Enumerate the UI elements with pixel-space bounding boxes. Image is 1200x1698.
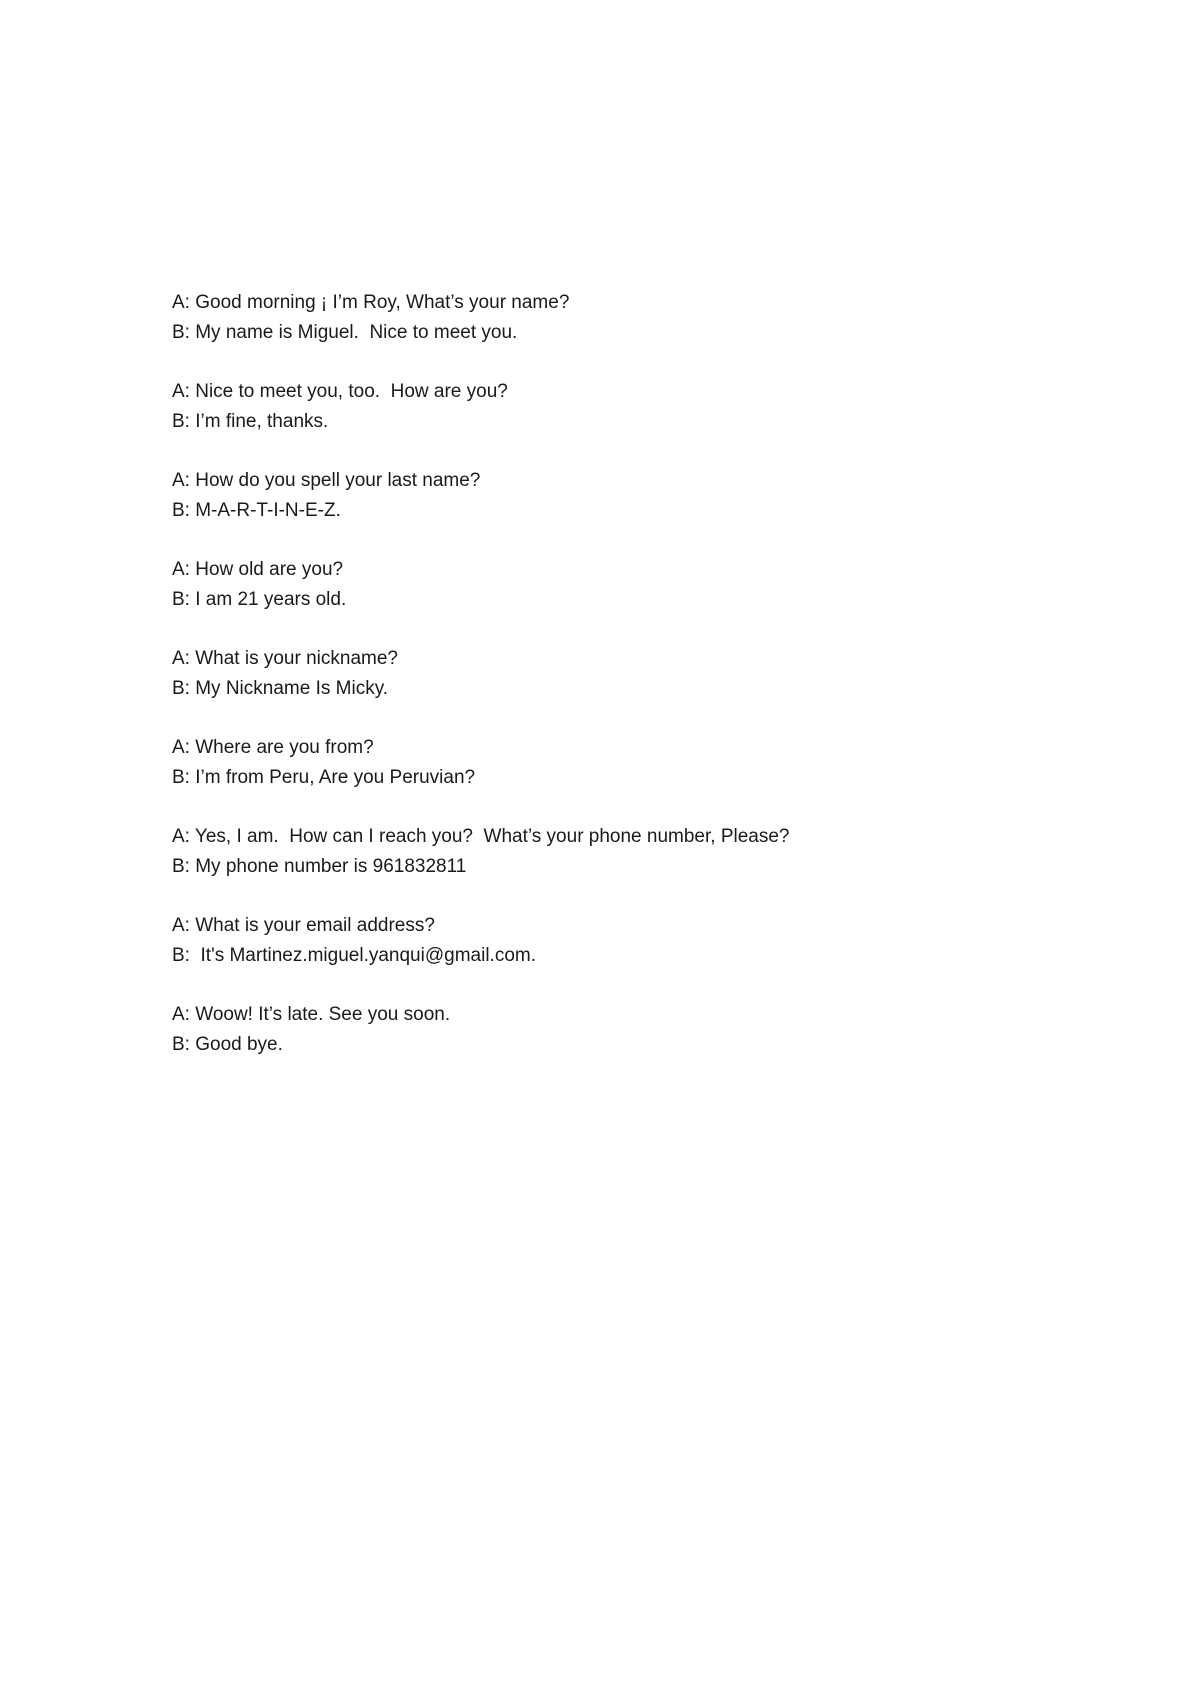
exchange-how-are-you bbox=[172, 377, 1132, 436]
speaker-b-line: B: I’m fine, thanks. bbox=[172, 410, 329, 432]
speaker-a-line: A: What is your nickname? bbox=[172, 648, 398, 669]
speaker-a-line: A: Yes, I am. How can I reach you? What’s your phone number, Please? bbox=[172, 826, 790, 847]
exchange-greeting bbox=[172, 288, 1132, 347]
speaker-b-line: B: It's Martinez.miguel.yanqui@gmail.com. bbox=[172, 944, 536, 966]
dialogue bbox=[172, 288, 1132, 1089]
speaker-b-line: B: M-A-R-T-I-N-E-Z. bbox=[172, 499, 341, 521]
speaker-a-line: A: How do you spell your last name? bbox=[172, 470, 481, 491]
exchange-origin bbox=[172, 733, 1132, 792]
speaker-a-line: A: Good morning ¡ I’m Roy, What’s your name? bbox=[172, 292, 570, 313]
exchange-email bbox=[172, 911, 1132, 970]
speaker-a-line: A: Woow! It’s late. See you soon. bbox=[172, 1004, 451, 1025]
speaker-b-line: B: Good bye. bbox=[172, 1033, 283, 1055]
speaker-b-line: B: My name is Miguel. Nice to meet you. bbox=[172, 321, 518, 343]
exchange-nickname bbox=[172, 644, 1132, 703]
speaker-b-line: B: My phone number is 961832811 bbox=[172, 855, 467, 877]
speaker-a-line: A: What is your email address? bbox=[172, 915, 435, 936]
exchange-age bbox=[172, 555, 1132, 614]
exchange-phone bbox=[172, 822, 1132, 881]
speaker-a-line: A: How old are you? bbox=[172, 559, 344, 580]
speaker-a-line: A: Nice to meet you, too. How are you? bbox=[172, 381, 508, 402]
speaker-b-line: B: I’m from Peru, Are you Peruvian? bbox=[172, 766, 476, 788]
speaker-b-line: B: My Nickname Is Micky. bbox=[172, 677, 389, 699]
exchange-spelling bbox=[172, 466, 1132, 525]
speaker-b-line: B: I am 21 years old. bbox=[172, 588, 347, 610]
exchange-goodbye bbox=[172, 1000, 1132, 1059]
speaker-a-line: A: Where are you from? bbox=[172, 737, 374, 758]
